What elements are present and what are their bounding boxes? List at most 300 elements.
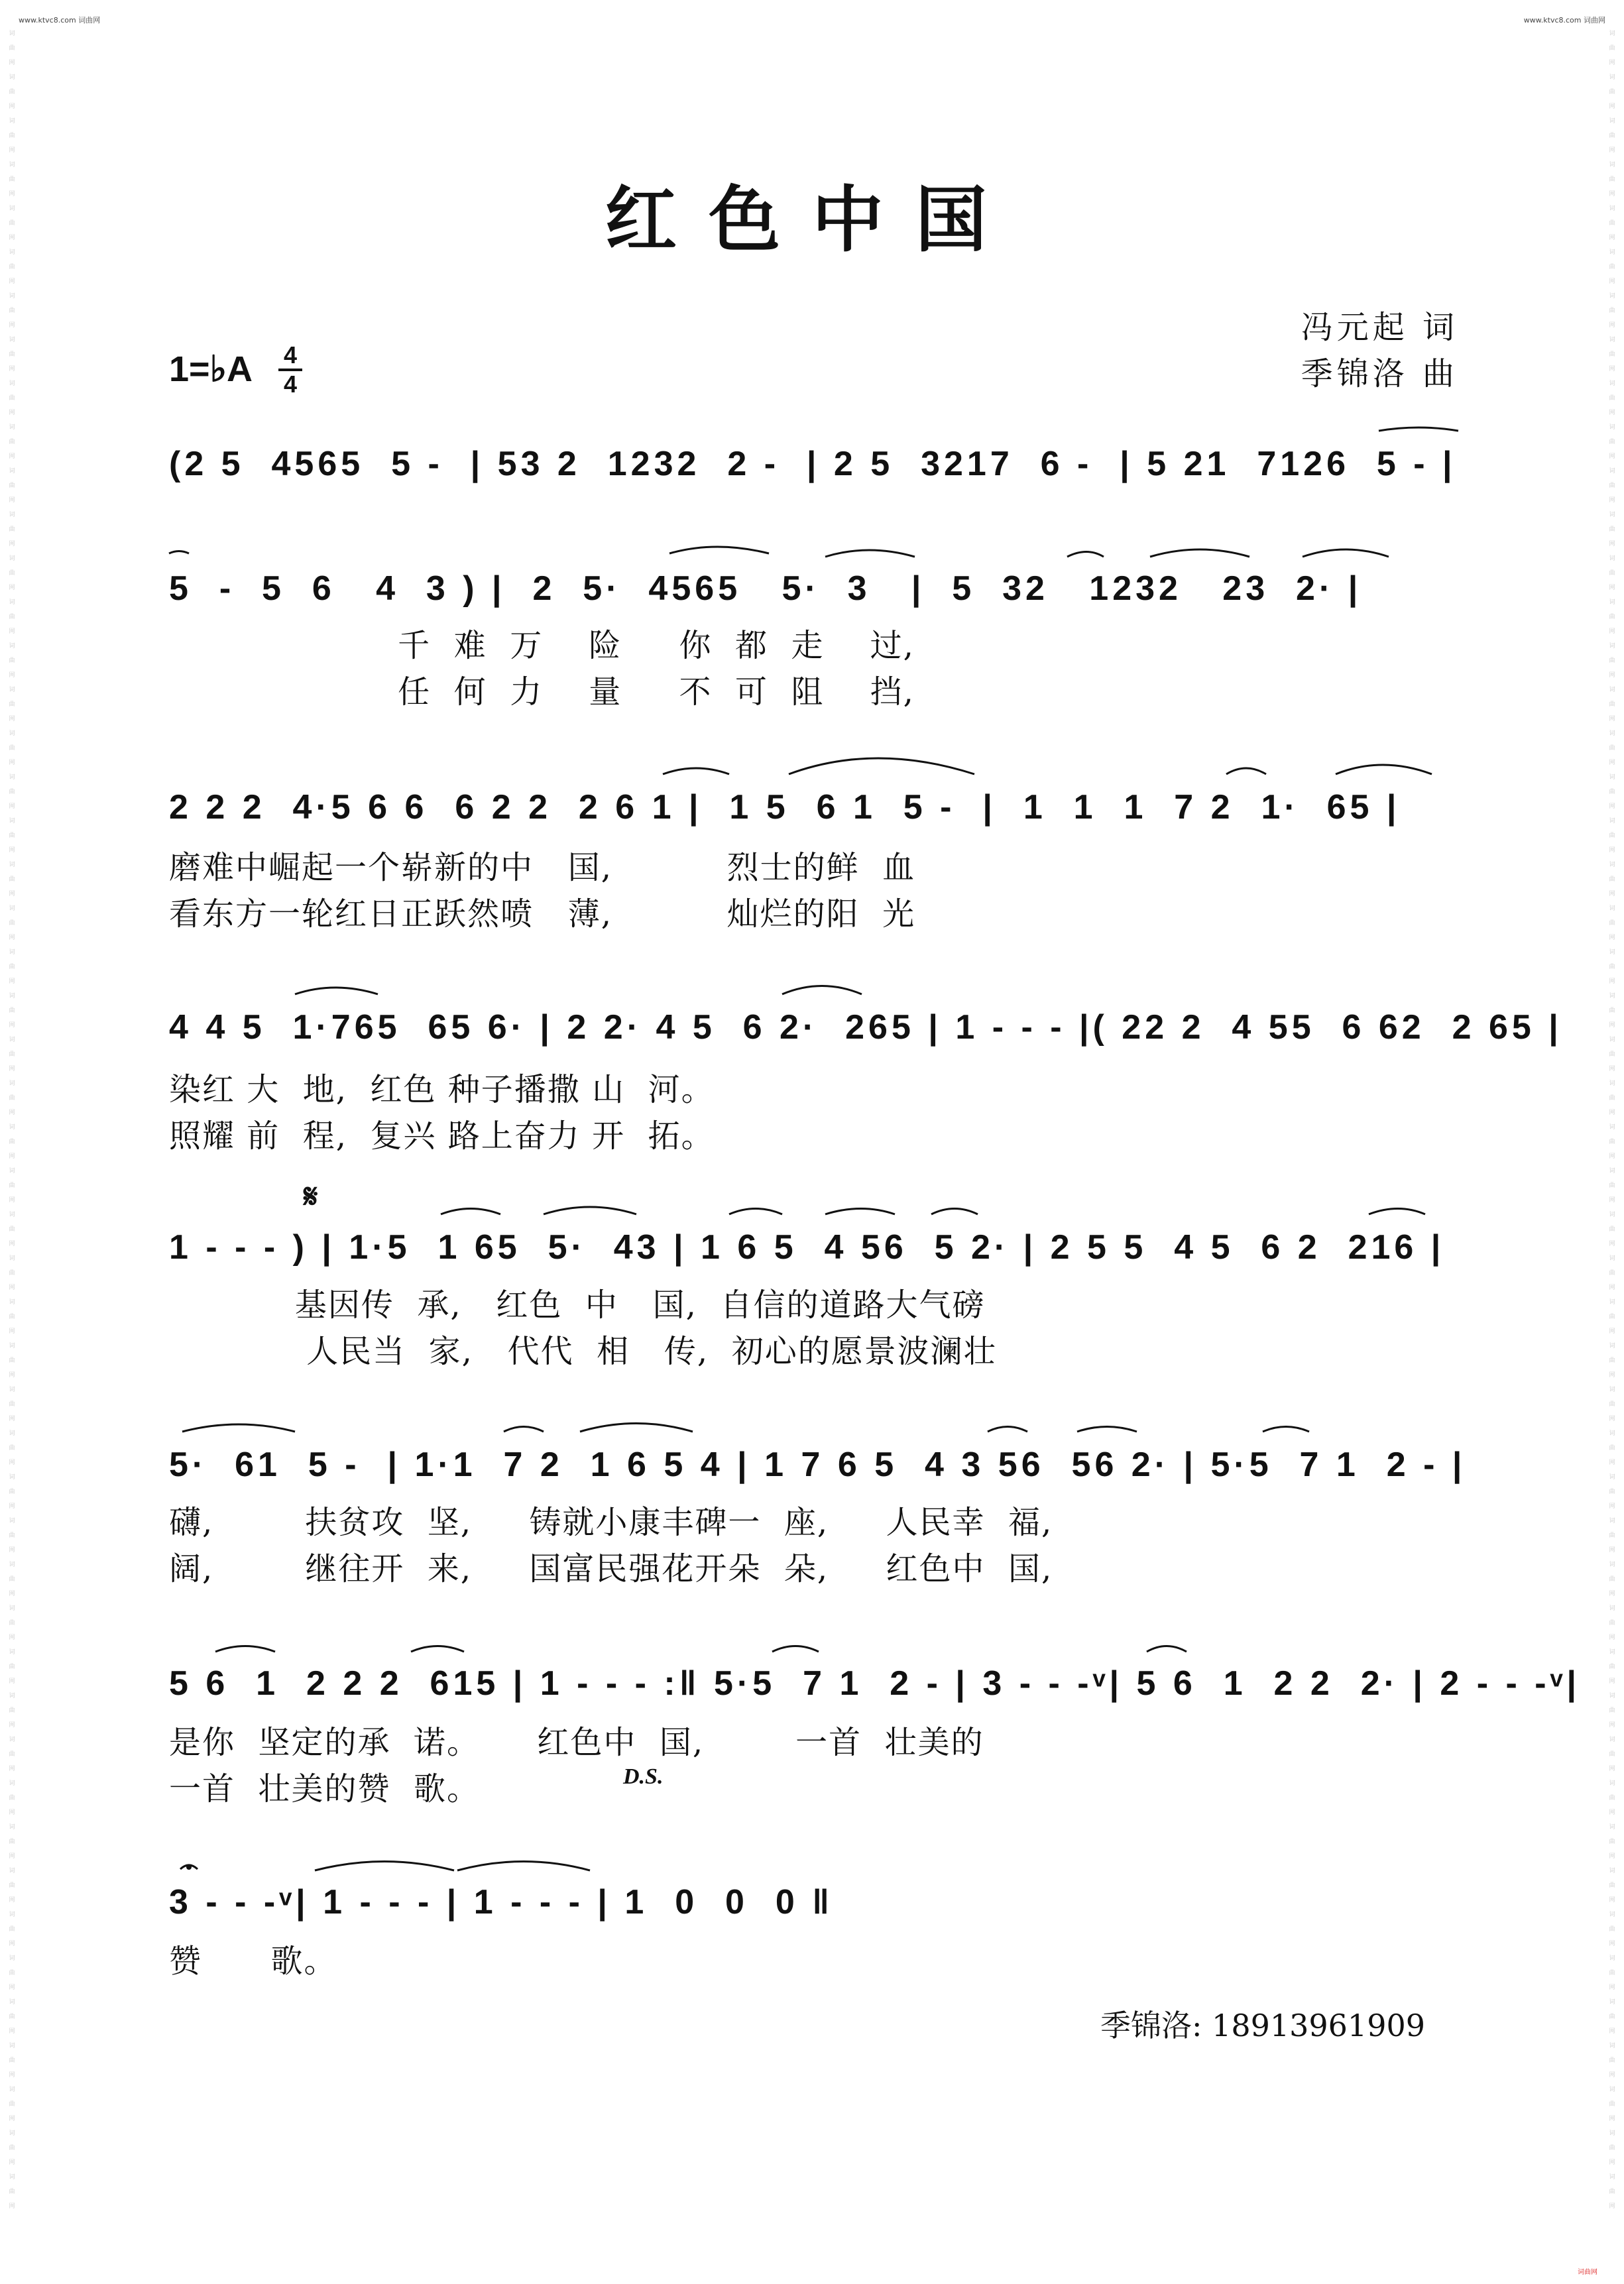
watermark-text: 网 — [1609, 935, 1615, 941]
score-row-1-music: (2 5 4565 5 - | 53 2 1232 2 - | 2 5 3217 6 - | 5 21 7126 5 - | — [169, 445, 1456, 483]
watermark-text: 词 — [1609, 249, 1615, 256]
slur-arc — [931, 1209, 978, 1215]
watermark-text: 曲 — [9, 1751, 15, 1758]
watermark-text: 网 — [9, 2116, 15, 2122]
watermark-text: 词 — [9, 1999, 15, 2006]
watermark-text: 词 — [1609, 1474, 1615, 1481]
watermark-text: 曲 — [9, 308, 15, 314]
watermark-text: 词 — [9, 468, 15, 475]
slur-arc — [789, 758, 974, 774]
slur-arc — [669, 547, 769, 553]
watermark-text: 网 — [9, 628, 15, 635]
watermark-text: 词 — [9, 1430, 15, 1437]
watermark-text: 曲 — [9, 526, 15, 533]
watermark-text: 词 — [1609, 380, 1615, 387]
watermark-text: 网 — [1609, 2116, 1615, 2122]
watermark-text: 网 — [9, 2159, 15, 2166]
watermark-text: 网 — [9, 278, 15, 285]
watermark-text: 词 — [1609, 2174, 1615, 2181]
watermark-text: 词 — [1609, 1212, 1615, 1218]
watermark-text: 网 — [9, 1678, 15, 1685]
watermark-text: 曲 — [9, 657, 15, 664]
watermark-text: 曲 — [1609, 614, 1615, 620]
watermark-text: 网 — [9, 1416, 15, 1422]
watermark-text: 网 — [1609, 1678, 1615, 1685]
watermark-text: 网 — [1609, 2159, 1615, 2166]
watermark-text: 词 — [1609, 74, 1615, 81]
watermark-text: 曲 — [1609, 1882, 1615, 1889]
watermark-text: 曲 — [1609, 1270, 1615, 1277]
watermark-text: 网 — [1609, 1591, 1615, 1597]
watermark-text: 曲 — [1609, 1970, 1615, 1976]
watermark-text: 词 — [1609, 337, 1615, 343]
watermark-text: 网 — [9, 1372, 15, 1379]
watermark-text: 网 — [9, 410, 15, 416]
watermark-text: 词 — [1609, 730, 1615, 737]
watermark-text: 曲 — [1609, 964, 1615, 970]
watermark-text: 曲 — [1609, 483, 1615, 489]
watermark-text: 曲 — [1609, 308, 1615, 314]
watermark-text: 词 — [1609, 118, 1615, 125]
watermark-text: 词 — [1609, 30, 1615, 37]
slur-arc — [580, 1424, 693, 1432]
watermark-text: 曲 — [9, 614, 15, 620]
watermark-text: 词 — [1609, 1518, 1615, 1524]
watermark-text: 曲 — [9, 1839, 15, 1845]
score-row-4-lyrics-2: 照耀 前 程, 复兴 路上奋力 开 拓。 — [169, 1117, 715, 1155]
watermark-text: 曲 — [9, 1576, 15, 1583]
watermark-text: 曲 — [9, 133, 15, 139]
watermark-text: 网 — [1609, 891, 1615, 897]
watermark-text: 词 — [1609, 905, 1615, 912]
watermark-text: 词 — [1609, 205, 1615, 212]
watermark-text: 词 — [1609, 1605, 1615, 1612]
watermark-text: 词 — [1609, 1912, 1615, 1918]
watermark-text: 网 — [9, 103, 15, 110]
watermark-text: 词 — [1609, 1737, 1615, 1743]
watermark-text: 曲 — [1609, 89, 1615, 95]
slur-arc — [825, 1209, 895, 1215]
score-row-6-lyrics-2: 阔, 继往开 来, 国富民强花开朵 朵, 红色中 国, — [169, 1550, 1053, 1587]
watermark-text: 曲 — [1609, 1445, 1615, 1452]
watermark-text: 词 — [1609, 2043, 1615, 2049]
watermark-text: 曲 — [1609, 1576, 1615, 1583]
watermark-text: 网 — [1609, 2203, 1615, 2210]
watermark-text: 词 — [1609, 1124, 1615, 1131]
watermark-text: 曲 — [9, 2057, 15, 2064]
watermark-text: 曲 — [9, 483, 15, 489]
watermark-text: 网 — [1609, 191, 1615, 198]
slur-arc — [1263, 1427, 1309, 1432]
watermark-text: 曲 — [9, 1926, 15, 1933]
watermark-text: 曲 — [9, 745, 15, 752]
watermark-text: 曲 — [9, 1226, 15, 1233]
watermark-text: 词 — [1609, 2130, 1615, 2137]
watermark-text: 网 — [9, 147, 15, 154]
watermark-text: 词 — [9, 862, 15, 868]
score-row-7-lyrics-2: 一首 壮美的赞 歌。 — [169, 1770, 481, 1807]
watermark-text: 词 — [1609, 599, 1615, 606]
watermark-text: 词 — [1609, 1343, 1615, 1349]
watermark-text: 词 — [1609, 1430, 1615, 1437]
watermark-text: 曲 — [9, 45, 15, 52]
score-row-5-lyrics-1: 基因传 承, 红色 中 国, 自信的道路大气磅 — [169, 1286, 986, 1324]
watermark-text: 网 — [1609, 1984, 1615, 1991]
watermark-text: 词 — [9, 424, 15, 431]
watermark-text: 词 — [1609, 2086, 1615, 2093]
watermark-text: 曲 — [1609, 1357, 1615, 1364]
watermark-text: 词 — [9, 905, 15, 912]
watermark-text: 曲 — [1609, 701, 1615, 708]
watermark-text: 网 — [1609, 1634, 1615, 1641]
watermark-text: 词 — [1609, 818, 1615, 825]
watermark-text: 词 — [9, 1605, 15, 1612]
watermark-text: 网 — [1609, 1110, 1615, 1116]
watermark-text: 网 — [9, 1066, 15, 1072]
watermark-text: 词 — [1609, 468, 1615, 475]
watermark-text: 网 — [1609, 1022, 1615, 1029]
watermark-text: 词 — [9, 1955, 15, 1962]
watermark-text: 网 — [1609, 672, 1615, 679]
watermark-text: 词 — [1609, 555, 1615, 562]
watermark-text: 曲 — [9, 2014, 15, 2020]
score-row-7-music: 5 6 1 2 2 2 615 | 1 - - - :‖ 5·5 7 1 2 - | 3 - - -ᵛ| 5 6 1 2 2 2· | 2 - - -ᵛ| — [169, 1664, 1581, 1703]
watermark-text: 曲 — [9, 2145, 15, 2151]
watermark-text: 网 — [1609, 453, 1615, 460]
watermark-text: 词 — [9, 1299, 15, 1306]
watermark-text: 词 — [9, 1037, 15, 1043]
watermark-text: 曲 — [1609, 1051, 1615, 1058]
watermark-text: 网 — [1609, 1285, 1615, 1291]
watermark-text: 网 — [1609, 1459, 1615, 1466]
watermark-text: 曲 — [9, 1707, 15, 1714]
watermark-text: 网 — [9, 497, 15, 504]
slur-arc — [1369, 1209, 1425, 1215]
watermark-text: 曲 — [1609, 1489, 1615, 1495]
watermark-text: 网 — [9, 2203, 15, 2210]
watermark-text: 曲 — [1609, 1532, 1615, 1539]
watermark-text: 曲 — [1609, 1182, 1615, 1189]
score-row-2-lyrics-2: 任 何 力 量 不 可 阻 挡, — [169, 673, 915, 711]
watermark-text: 网 — [9, 672, 15, 679]
key-signature: 1=♭A — [169, 349, 253, 389]
slur-arc — [1336, 765, 1432, 774]
watermark-text: 词 — [9, 1912, 15, 1918]
watermark-text: 词 — [1609, 1824, 1615, 1831]
slur-arc — [441, 1209, 500, 1215]
watermark-text: 词 — [9, 1562, 15, 1568]
header-left-text: www.ktvc8.com 词曲网 — [19, 16, 101, 25]
score-row-8-music: 3 - - -ᵛ| 1 - - - | 1 - - - | 1 0 0 0 ‖ — [169, 1883, 834, 1921]
watermark-text: 网 — [1609, 278, 1615, 285]
watermark-text: 词 — [9, 1649, 15, 1656]
watermark-text: 网 — [1609, 1066, 1615, 1072]
watermark-text: 曲 — [9, 2189, 15, 2195]
slur-arc — [729, 1209, 782, 1215]
watermark-text: 网 — [1609, 585, 1615, 591]
watermark-text: 词 — [1609, 1955, 1615, 1962]
watermark-text: 词 — [9, 1212, 15, 1218]
watermark-text: 词 — [1609, 1255, 1615, 1262]
watermark-text: 网 — [1609, 60, 1615, 66]
watermark-text: 曲 — [1609, 1007, 1615, 1014]
watermark-text: 曲 — [9, 876, 15, 883]
watermark-text: 词 — [9, 380, 15, 387]
watermark-text: 网 — [9, 1503, 15, 1510]
watermark-text: 曲 — [1609, 439, 1615, 445]
watermark-text: 词 — [1609, 862, 1615, 868]
watermark-text: 网 — [9, 322, 15, 329]
watermark-text: 曲 — [1609, 2014, 1615, 2020]
score-row-2-music: 5 - 5 6 4 3 ) | 2 5· 4565 5· 3 | 5 32 1232 23 2· | — [169, 569, 1362, 608]
slur-arc — [1147, 1646, 1187, 1652]
slur-arc — [315, 1862, 454, 1871]
score-row-6-music: 5· 61 5 - | 1·1 7 2 1 6 5 4 | 1 7 6 5 4 3 56 56 2· | 5·5 7 1 2 - | — [169, 1446, 1466, 1484]
watermark-text: 曲 — [9, 220, 15, 227]
watermark-text: 网 — [9, 803, 15, 810]
watermark-text: 词 — [9, 2086, 15, 2093]
watermark-text: 曲 — [1609, 1314, 1615, 1320]
watermark-text: 词 — [9, 818, 15, 825]
watermark-text: 曲 — [1609, 1620, 1615, 1627]
watermark-text: 网 — [9, 891, 15, 897]
watermark-text: 词 — [9, 337, 15, 343]
watermark-text: 曲 — [9, 1007, 15, 1014]
watermark-text: 网 — [9, 585, 15, 591]
watermark-text: 曲 — [9, 439, 15, 445]
watermark-text: 词 — [1609, 687, 1615, 693]
watermark-text: 网 — [9, 1153, 15, 1160]
watermark-text: 网 — [1609, 2072, 1615, 2079]
slur-arc — [1226, 768, 1266, 774]
watermark-text: 曲 — [1609, 2101, 1615, 2108]
watermark-text: 词 — [1609, 949, 1615, 956]
watermark-text: 词 — [1609, 1649, 1615, 1656]
header-right-text: www.ktvc8.com 词曲网 — [1523, 16, 1605, 25]
composer-credit: 季锦洛 曲 — [1301, 355, 1458, 392]
watermark-text: 曲 — [1609, 876, 1615, 883]
watermark-text: 网 — [9, 366, 15, 372]
watermark-text: 曲 — [1609, 1139, 1615, 1145]
footer-logo: 词曲网 — [1578, 2269, 1597, 2276]
watermark-text: 曲 — [9, 1532, 15, 1539]
watermark-text: 网 — [9, 1984, 15, 1991]
watermark-text: 曲 — [1609, 2057, 1615, 2064]
watermark-text: 曲 — [9, 1795, 15, 1801]
watermark-text: 曲 — [9, 920, 15, 927]
watermark-text: 曲 — [1609, 745, 1615, 752]
watermark-text: 曲 — [9, 351, 15, 358]
slur-arc — [1303, 549, 1389, 557]
slur-arc — [295, 988, 378, 994]
watermark-text: 网 — [9, 1897, 15, 1904]
watermark-text: 网 — [1609, 760, 1615, 766]
watermark-text: 网 — [9, 60, 15, 66]
watermark-text: 网 — [9, 978, 15, 985]
watermark-text: 词 — [9, 2130, 15, 2137]
watermark-text: 网 — [1609, 366, 1615, 372]
watermark-text: 曲 — [1609, 220, 1615, 227]
watermark-text: 网 — [9, 541, 15, 547]
watermark-text: 词 — [1609, 1868, 1615, 1874]
watermark-text: 曲 — [9, 2101, 15, 2108]
watermark-text: 曲 — [1609, 1751, 1615, 1758]
watermark-text: 曲 — [9, 1051, 15, 1058]
watermark-text: 词 — [9, 512, 15, 518]
watermark-text: 词 — [1609, 1693, 1615, 1699]
watermark-text: 网 — [9, 191, 15, 198]
watermark-text: 曲 — [9, 1314, 15, 1320]
watermark-text: 曲 — [1609, 832, 1615, 839]
watermark-text: 网 — [9, 935, 15, 941]
watermark-text: 网 — [9, 716, 15, 722]
slur-arc — [772, 1646, 819, 1652]
watermark-text: 曲 — [1609, 395, 1615, 402]
watermark-text: 网 — [1609, 1547, 1615, 1554]
slur-arc — [663, 768, 729, 774]
watermark-text: 词 — [9, 1693, 15, 1699]
watermark-text: 网 — [1609, 1197, 1615, 1204]
watermark-text: 词 — [9, 730, 15, 737]
watermark-text: 词 — [1609, 1999, 1615, 2006]
watermark-text: 网 — [9, 1941, 15, 1947]
watermark-text: 曲 — [9, 1620, 15, 1627]
score-row-3-music: 2 2 2 4·5 6 6 6 2 2 2 6 1 | 1 5 6 1 5 - | 1 1 1 7 2 1· 65 | — [169, 788, 1401, 827]
watermark-text: 词 — [9, 2174, 15, 2181]
score-row-8-lyrics-1: 赞 歌。 — [169, 1943, 337, 1980]
slur-arc — [182, 1424, 295, 1432]
watermark-text: 曲 — [1609, 789, 1615, 795]
time-signature-top: 4 — [283, 341, 298, 369]
watermark-text: 词 — [9, 1080, 15, 1087]
watermark-text: 网 — [1609, 716, 1615, 722]
watermark-text: 网 — [1609, 1853, 1615, 1860]
watermark-text: 曲 — [9, 1182, 15, 1189]
watermark-text: 曲 — [1609, 133, 1615, 139]
watermark-text: 网 — [9, 235, 15, 241]
watermark-text: 网 — [1609, 410, 1615, 416]
slur-arc — [411, 1646, 464, 1652]
watermark-text: 曲 — [1609, 657, 1615, 664]
watermark-text: 曲 — [9, 1882, 15, 1889]
score-row-3-lyrics-2: 看东方一轮红日正跃然喷 薄, 灿烂的阳 光 — [169, 895, 916, 933]
watermark-text: 曲 — [1609, 2189, 1615, 2195]
watermark-text: 曲 — [1609, 2145, 1615, 2151]
watermark-text: 曲 — [9, 701, 15, 708]
watermark-text: 词 — [9, 1824, 15, 1831]
watermark-text: 词 — [9, 1255, 15, 1262]
watermark-text: 词 — [9, 1737, 15, 1743]
slur-arc — [1150, 549, 1249, 557]
tie-arc — [169, 551, 189, 554]
watermark-text: 曲 — [9, 1095, 15, 1102]
watermark-text: 曲 — [9, 964, 15, 970]
watermark-text: 词 — [9, 205, 15, 212]
slur-arc — [1077, 1427, 1137, 1432]
watermark-text: 曲 — [1609, 1401, 1615, 1408]
watermark-text: 网 — [9, 1634, 15, 1641]
watermark-text: 词 — [9, 1168, 15, 1174]
watermark-text: 网 — [1609, 1722, 1615, 1729]
watermark-text: 网 — [9, 1853, 15, 1860]
watermark-text: 网 — [1609, 103, 1615, 110]
watermark-text: 词 — [1609, 643, 1615, 650]
score-row-6-lyrics-1: 礴, 扶贫攻 坚, 铸就小康丰碑一 座, 人民幸 福, — [169, 1504, 1053, 1541]
watermark-text: 词 — [9, 1387, 15, 1393]
song-title: 红色中国 — [605, 178, 1019, 262]
watermark-text: 网 — [1609, 1897, 1615, 1904]
watermark-text: 网 — [1609, 147, 1615, 154]
watermark-text: 曲 — [1609, 1226, 1615, 1233]
watermark-text: 网 — [9, 1547, 15, 1554]
watermark-text: 曲 — [9, 1489, 15, 1495]
watermark-text: 曲 — [1609, 1707, 1615, 1714]
watermark-text: 网 — [9, 1197, 15, 1204]
watermark-text: 曲 — [9, 89, 15, 95]
watermark-text: 词 — [1609, 1080, 1615, 1087]
watermark-text: 网 — [9, 1459, 15, 1466]
watermark-text: 曲 — [9, 264, 15, 270]
watermark-text: 网 — [9, 453, 15, 460]
score-row-5-music: 1 - - - ) | 1·5 1 65 5· 43 | 1 6 5 4 56 5 2· | 2 5 5 4 5 6 2 216 | — [169, 1228, 1445, 1267]
watermark-text: 网 — [9, 1022, 15, 1029]
watermark-text: 曲 — [9, 1357, 15, 1364]
watermark-text: 网 — [9, 760, 15, 766]
watermark-text: 词 — [9, 2043, 15, 2049]
slur-arc — [988, 1427, 1027, 1432]
segno-sign: 𝄋 — [304, 1176, 318, 1216]
watermark-text: 网 — [1609, 235, 1615, 241]
score-row-4-lyrics-1: 染红 大 地, 红色 种子播撒 山 河。 — [169, 1071, 715, 1108]
watermark-text: 网 — [9, 1328, 15, 1335]
dal-segno-mark: D.S. — [623, 1764, 664, 1789]
watermark-text: 曲 — [9, 1139, 15, 1145]
time-signature-bottom: 4 — [283, 371, 298, 398]
watermark-text: 曲 — [1609, 351, 1615, 358]
watermark-text: 网 — [9, 1809, 15, 1816]
slur-arc — [457, 1862, 590, 1871]
score-row-3-lyrics-1: 磨难中崛起一个崭新的中 国, 烈士的鲜 血 — [169, 849, 916, 886]
watermark-text: 网 — [9, 2072, 15, 2079]
watermark-text: 词 — [1609, 993, 1615, 999]
watermark-text: 网 — [9, 1110, 15, 1116]
watermark-text: 词 — [9, 293, 15, 300]
watermark-text: 网 — [9, 1591, 15, 1597]
score-row-4-music: 4 4 5 1·765 65 6· | 2 2· 4 5 6 2· 265 | 1 - - - |( 22 2 4 55 6 62 2 65 | — [169, 1008, 1562, 1047]
watermark-text: 词 — [1609, 1299, 1615, 1306]
watermark-text: 曲 — [9, 789, 15, 795]
watermark-text: 网 — [1609, 1372, 1615, 1379]
watermark-text: 网 — [1609, 978, 1615, 985]
watermark-text: 曲 — [9, 832, 15, 839]
watermark-text: 曲 — [1609, 1926, 1615, 1933]
watermark-text: 曲 — [9, 1970, 15, 1976]
watermark-text: 网 — [1609, 1809, 1615, 1816]
watermark-text: 词 — [9, 555, 15, 562]
watermark-text: 词 — [1609, 512, 1615, 518]
watermark-text: 词 — [9, 118, 15, 125]
watermark-text: 曲 — [1609, 920, 1615, 927]
watermark-text: 曲 — [1609, 1664, 1615, 1670]
watermark-text: 曲 — [9, 1445, 15, 1452]
watermark-text: 网 — [1609, 847, 1615, 854]
watermark-text: 词 — [9, 599, 15, 606]
watermark-text: 网 — [9, 1285, 15, 1291]
watermark-text: 词 — [9, 643, 15, 650]
watermark-text: 网 — [1609, 628, 1615, 635]
watermark-text: 曲 — [1609, 1795, 1615, 1801]
watermark-text: 网 — [1609, 2028, 1615, 2035]
